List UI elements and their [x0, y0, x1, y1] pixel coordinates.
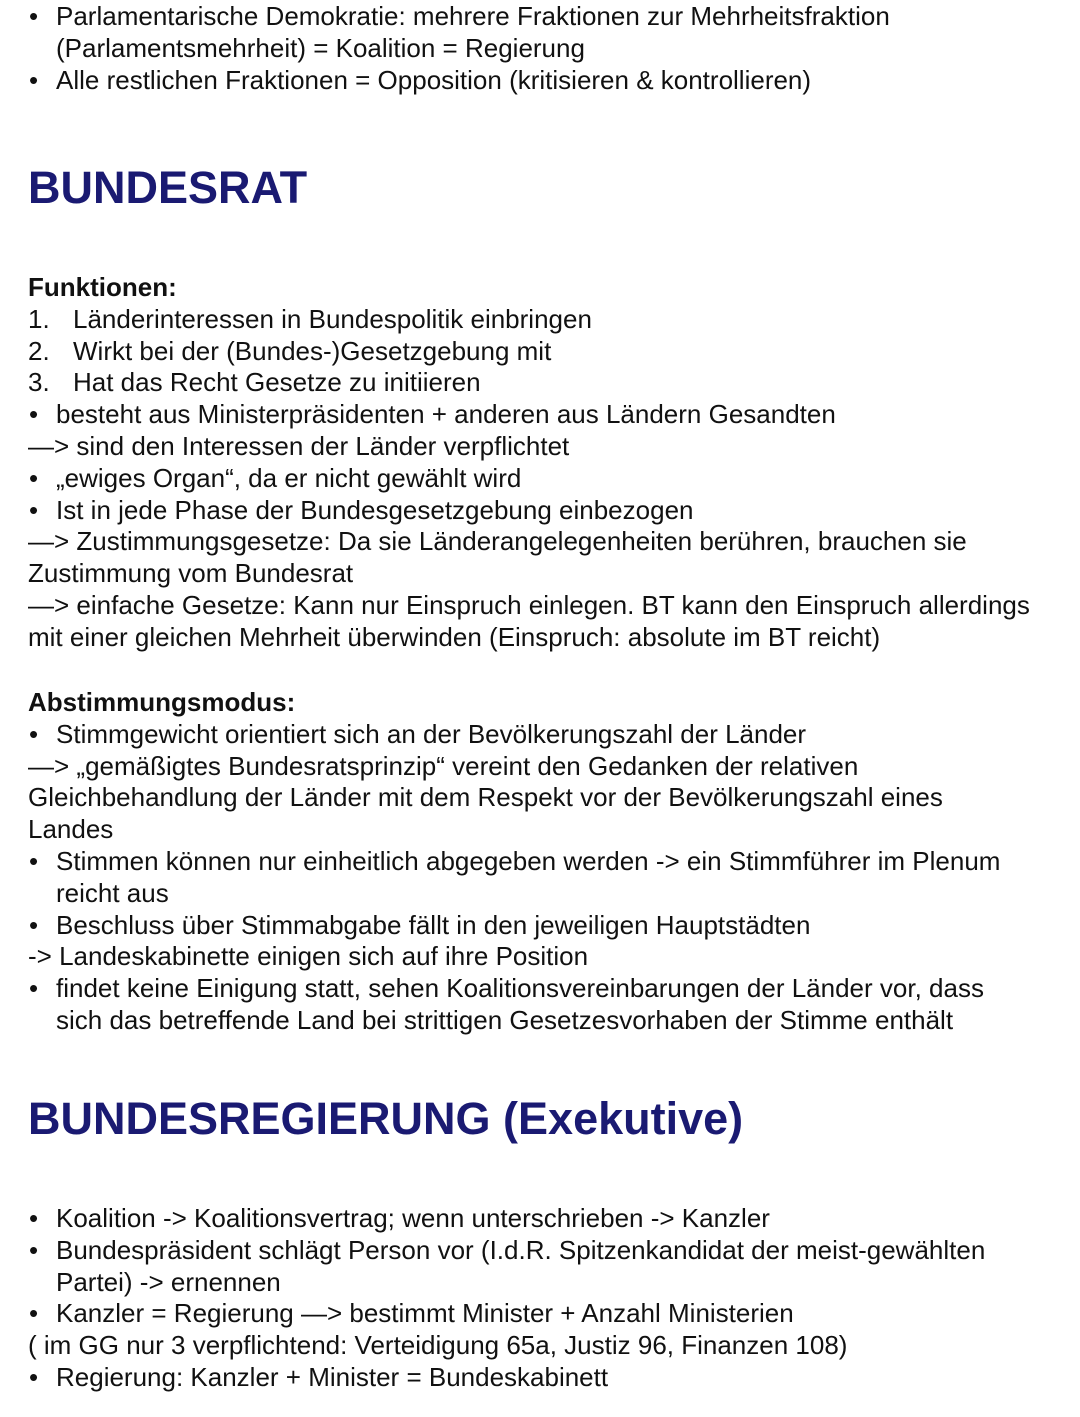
function-number: 3. [28, 367, 50, 398]
function-item [28, 304, 1052, 336]
regierung-bullet-text: Regierung: Kanzler + Minister = Bundeskabinett [56, 1361, 609, 1392]
bullet-marker: • [29, 64, 39, 95]
bundesrat-bullet-text: besteht aus Ministerpräsidenten + anderen aus Ländern Gesandten [56, 399, 836, 430]
function-text: Länderinteressen in Bundespolitik einbringen [73, 303, 592, 334]
voting-bullet-text: findet keine Einigung statt, sehen Koalitionsvereinbarungen der Länder vor, dass sich das betreffende Land bei strittigen Gesetzesvorhaben der Stimme enthält [56, 973, 984, 1035]
bullet-marker: • [29, 718, 39, 749]
voting-bullet [28, 973, 1023, 1037]
bundesrat-heading-wrap [28, 162, 1052, 214]
bundesrat-heading: BUNDESRAT [28, 162, 308, 213]
bullet-marker: • [29, 462, 39, 493]
function-item [28, 336, 1052, 368]
bundesrat-arrow-line: —> sind den Interessen der Länder verpflichtet [28, 430, 570, 461]
intro-bullet [28, 65, 1052, 97]
voting-bullet-text: Stimmen können nur einheitlich abgegeben werden -> ein Stimmführer im Plenum reicht aus [56, 845, 1001, 908]
regierung-bullet-text: Koalition -> Koalitionsvertrag; wenn unterschrieben -> Kanzler [56, 1203, 770, 1233]
regierung-heading-wrap [28, 1093, 1052, 1145]
regierung-note: ( im GG nur 3 verpflichtend: Verteidigung 65a, Justiz 96, Finanzen 108) [28, 1330, 848, 1361]
voting-arrow-line: -> Landeskabinette einigen sich auf ihre Position [28, 941, 589, 972]
regierung-bullet [28, 1298, 1052, 1330]
bundesrat-functions-section [28, 272, 1052, 654]
bullet-marker: • [29, 845, 39, 876]
regierung-heading: BUNDESREGIERUNG (Exekutive) [28, 1093, 744, 1144]
bullet-marker: • [29, 494, 39, 525]
bundesrat-arrow-line: —> einfache Gesetze: Kann nur Einspruch einlegen. BT kann den Einspruch allerdings mit einer gleichen Mehrheit überwinden (Einspruch: absolute im BT reicht) [28, 589, 1030, 652]
bullet-marker: • [29, 1203, 39, 1233]
voting-bullet [28, 846, 1038, 910]
bundesrat-bullet-text: „ewiges Organ“, da er nicht gewählt wird [56, 462, 522, 493]
voting-bullet-text: Stimmgewicht orientiert sich an der Bevölkerungszahl der Länder [56, 718, 807, 749]
voting-bullet-text: Beschluss über Stimmabgabe fällt in den jeweiligen Hauptstädten [56, 909, 811, 940]
intro-section [28, 1, 1052, 96]
intro-bullet-text: Parlamentarische Demokratie: mehrere Fraktionen zur Mehrheitsfraktion (Parlamentsmehrheit) = Koalition = Regierung [56, 1, 890, 63]
voting-section [28, 687, 1052, 1037]
voting-title: Abstimmungsmodus: [28, 687, 296, 717]
regierung-section [28, 1203, 1052, 1394]
bundesrat-bullet [28, 495, 1052, 527]
bullet-marker: • [29, 973, 39, 1004]
function-item [28, 367, 1052, 399]
function-number: 2. [28, 335, 50, 366]
regierung-bullet [28, 1362, 1052, 1394]
intro-bullet-text: Alle restlichen Fraktionen = Opposition (kritisieren & kontrollieren) [56, 64, 812, 95]
regierung-bullet [28, 1235, 1028, 1299]
bundesrat-arrow-line: —> Zustimmungsgesetze: Da sie Länderangelegenheiten berühren, brauchen sie Zustimmung vom Bundesrat [28, 526, 967, 589]
functions-title: Funktionen: [28, 272, 177, 302]
voting-bullet [28, 910, 1052, 942]
function-text: Wirkt bei der (Bundes-)Gesetzgebung mit [73, 335, 552, 366]
bullet-marker: • [29, 1, 39, 31]
regierung-bullet [28, 1203, 1052, 1235]
function-number: 1. [28, 303, 50, 334]
voting-bullet [28, 719, 1052, 751]
bullet-marker: • [29, 1361, 39, 1392]
bundesrat-bullet [28, 399, 1052, 431]
bullet-marker: • [29, 909, 39, 940]
function-text: Hat das Recht Gesetze zu initiieren [73, 367, 481, 398]
regierung-bullet-text: Bundespräsident schlägt Person vor (I.d.R. Spitzenkandidat der meist-gewählten Partei) -> ernennen [56, 1234, 986, 1297]
intro-bullet [28, 1, 928, 65]
bullet-marker: • [29, 1234, 39, 1265]
bullet-marker: • [29, 1298, 39, 1329]
voting-arrow-line: —> „gemäßigtes Bundesratsprinzip“ vereint den Gedanken der relativen Gleichbehandlung der Länder mit dem Respekt vor der Bevölkerungszahl eines Landes [28, 750, 943, 845]
bundesrat-bullet-text: Ist in jede Phase der Bundesgesetzgebung einbezogen [56, 494, 694, 525]
bundesrat-bullet [28, 463, 1052, 495]
regierung-bullet-text: Kanzler = Regierung —> bestimmt Minister + Anzahl Ministerien [56, 1298, 794, 1329]
bullet-marker: • [29, 399, 39, 430]
